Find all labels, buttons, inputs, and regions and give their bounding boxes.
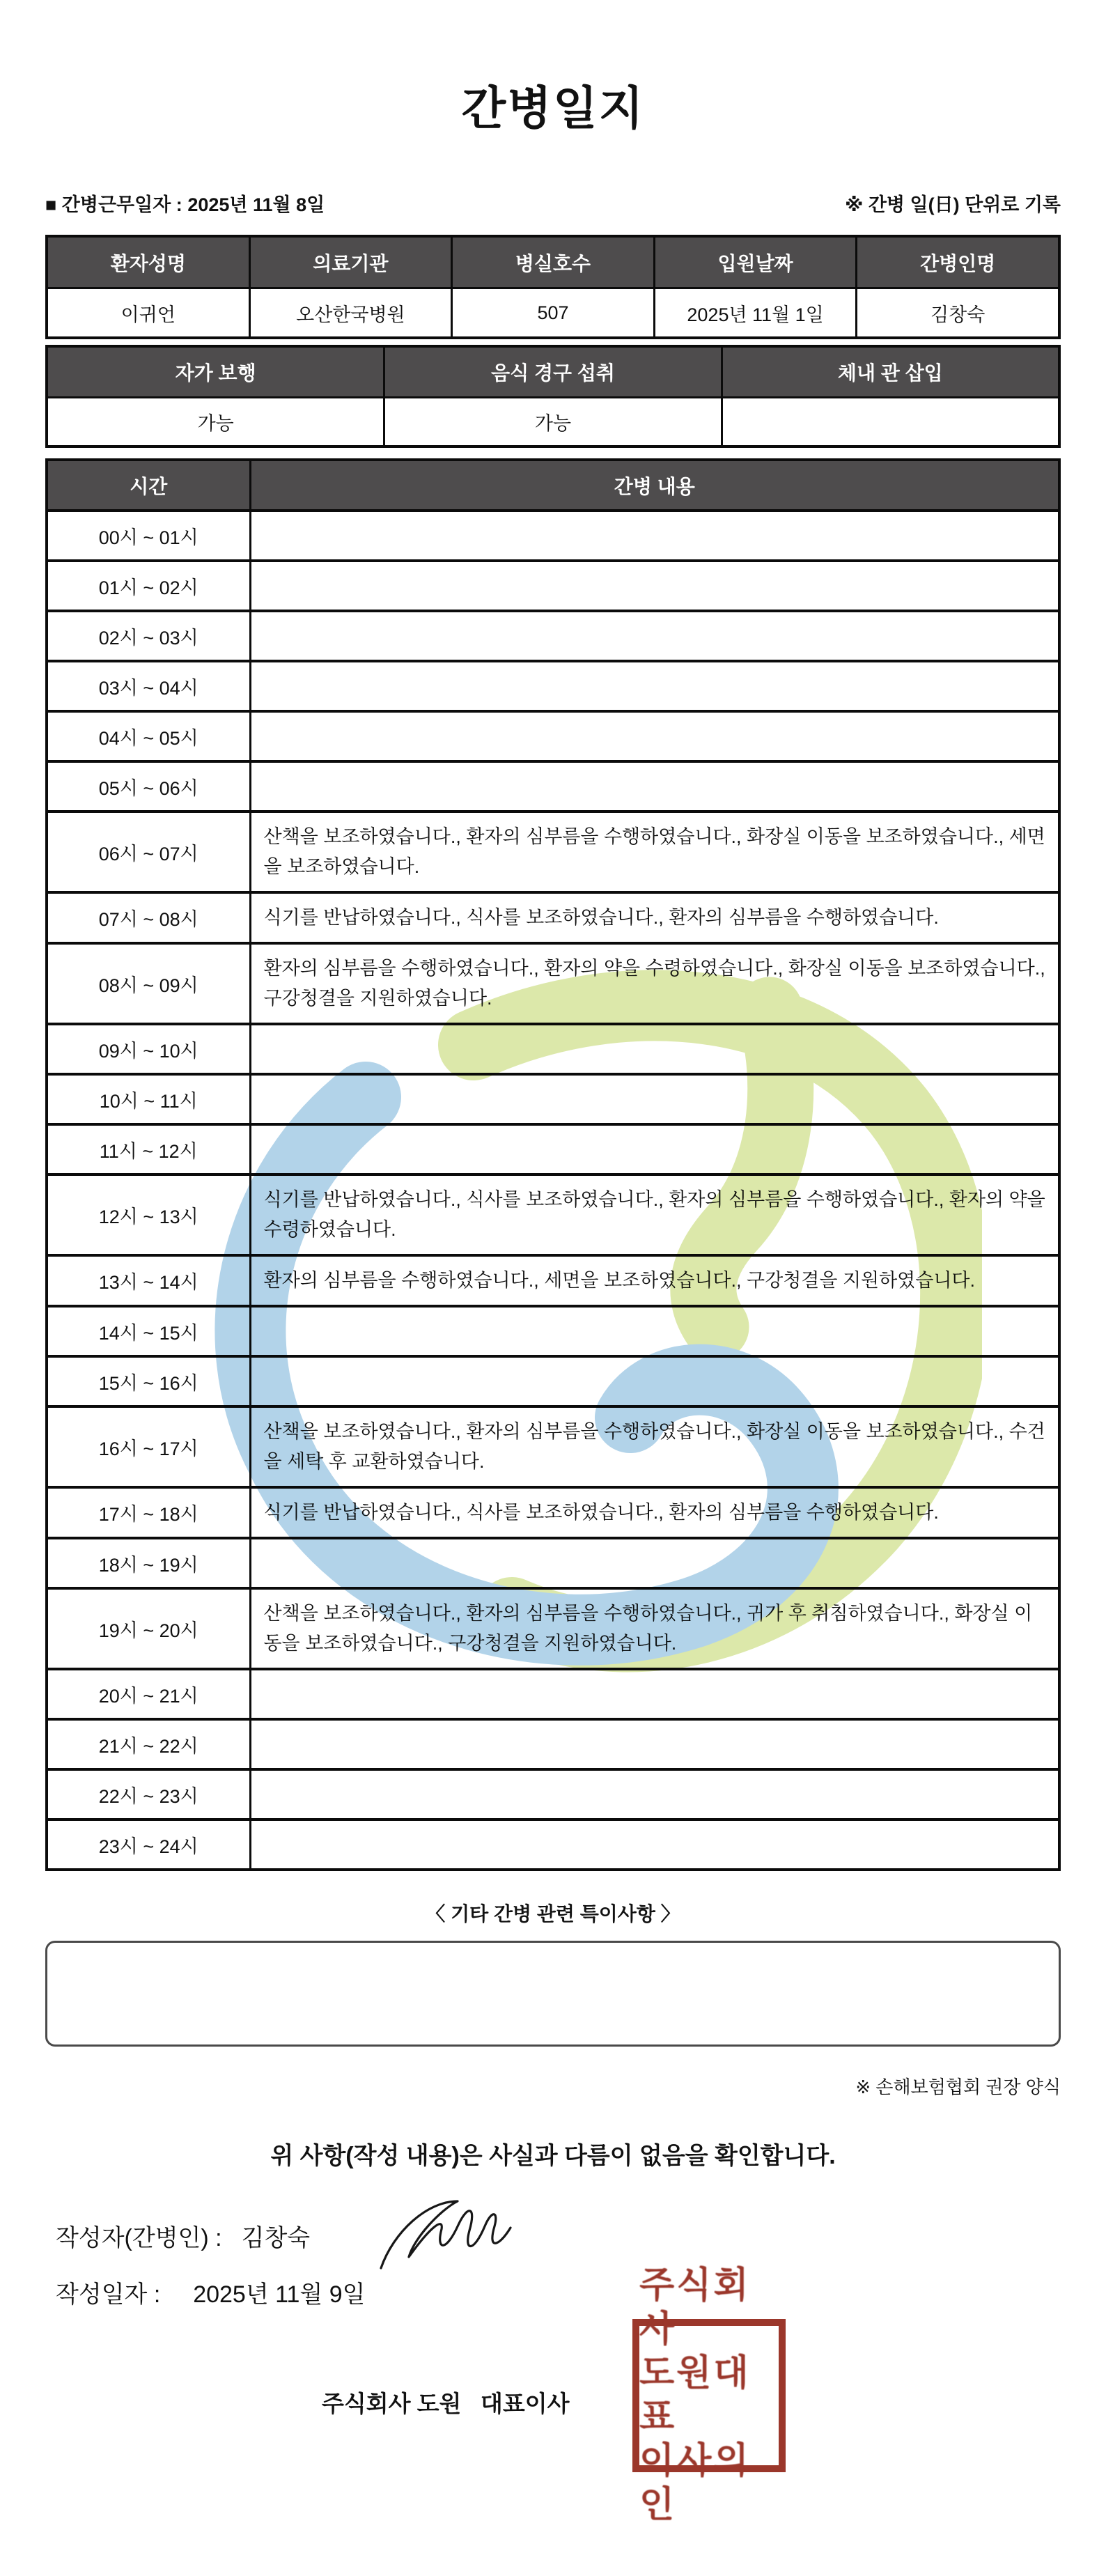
form-note: ※ 손해보험협회 권장 양식 [855,2077,1061,2097]
care-row [48,509,1058,559]
care-time-cell: 16시 ~ 17시 [48,1408,249,1486]
care-time-cell: 02시 ~ 03시 [48,612,249,660]
meta-row [45,189,1061,217]
care-row [48,760,1058,810]
care-row [48,1818,1058,1868]
status-value-cell [721,398,1058,445]
care-content-cell [249,1821,1058,1868]
care-time-cell: 12시 ~ 13시 [48,1176,249,1254]
care-time-cell: 04시 ~ 05시 [48,713,249,760]
patient-value-cell: 2025년 11월 1일 [653,289,856,336]
status-header-cell: 체내 관 삽입 [721,348,1058,396]
care-row [48,610,1058,660]
signature-icon [374,2190,520,2277]
care-content-cell [249,1076,1058,1123]
date-line [45,2275,1061,2309]
care-time-cell: 06시 ~ 07시 [48,813,249,891]
writer-name: 김창숙 [241,2224,311,2251]
care-content-cell [249,662,1058,710]
care-time-cell: 11시 ~ 12시 [48,1126,249,1173]
care-row [48,1254,1058,1305]
care-row [48,559,1058,610]
patient-value-cell: 이귀언 [48,289,249,336]
extra-notes-box [45,1941,1061,2047]
patient-header-cell: 병실호수 [451,238,653,287]
care-row [48,1718,1058,1768]
care-time-cell: 18시 ~ 19시 [48,1539,249,1587]
care-row [48,710,1058,760]
table-value-row [48,287,1058,336]
patient-header-cell: 간병인명 [855,238,1058,287]
extra-notes-title: 〈 기타 간병 관련 특이사항 〉 [426,1903,680,1925]
care-row [48,1486,1058,1537]
patient-header-cell: 환자성명 [48,238,249,287]
patient-header-cell: 입원날짜 [653,238,856,287]
care-row [48,942,1058,1023]
care-row [48,1537,1058,1587]
care-content-cell [249,512,1058,559]
care-row [48,1768,1058,1818]
care-row [48,1587,1058,1668]
care-time-cell: 07시 ~ 08시 [48,894,249,942]
care-row [48,1305,1058,1355]
work-date-line [45,189,325,217]
status-value-cell: 가능 [48,398,383,445]
work-date-value: 2025년 11월 8일 [187,194,325,215]
care-time-cell: 09시 ~ 10시 [48,1025,249,1073]
care-time-cell: 21시 ~ 22시 [48,1721,249,1768]
care-content-cell: 산책을 보조하였습니다., 환자의 심부름을 수행하였습니다., 화장실 이동을 보조하였습니다., 세면을 보조하였습니다. [249,813,1058,891]
care-row [48,810,1058,891]
care-content-cell [249,562,1058,610]
table-value-row [48,396,1058,445]
date-label: 작성일자 : [56,2281,161,2308]
patient-header-cell: 의료기관 [249,238,451,287]
writer-label: 작성자(간병인) : [56,2224,222,2251]
care-content-cell [249,1308,1058,1355]
care-content-cell: 환자의 심부름을 수행하였습니다., 환자의 약을 수령하였습니다., 화장실 이동을 보조하였습니다., 구강청결을 지원하였습니다. [249,945,1058,1023]
care-row [48,891,1058,942]
care-content-cell [249,1025,1058,1073]
care-time-cell: 13시 ~ 14시 [48,1257,249,1305]
care-header-row [48,461,1058,509]
care-row [48,1668,1058,1718]
care-content-cell [249,612,1058,660]
care-row [48,1123,1058,1173]
care-time-cell: 22시 ~ 23시 [48,1771,249,1818]
care-time-cell: 03시 ~ 04시 [48,662,249,710]
care-time-cell: 19시 ~ 20시 [48,1590,249,1668]
care-row [48,1073,1058,1123]
care-content-header: 간병 내용 [249,461,1058,509]
status-value-cell: 가능 [383,398,720,445]
patient-value-cell: 오산한국병원 [249,289,451,336]
care-content-cell [249,1721,1058,1768]
patient-info-table [45,235,1061,339]
care-time-cell: 23시 ~ 24시 [48,1821,249,1868]
care-content-cell: 산책을 보조하였습니다., 환자의 심부름을 수행하였습니다., 화장실 이동을 보조하였습니다., 수건을 세탁 후 교환하였습니다. [249,1408,1058,1486]
care-content-cell: 산책을 보조하였습니다., 환자의 심부름을 수행하였습니다., 귀가 후 취침하였습니다., 화장실 이동을 보조하였습니다., 구강청결을 지원하였습니다. [249,1590,1058,1668]
seal-text-row: 주식회사 [639,2266,751,2350]
care-time-cell: 00시 ~ 01시 [48,512,249,559]
work-date-label: ■ 간병근무일자 : [45,194,182,215]
care-time-cell: 10시 ~ 11시 [48,1076,249,1123]
care-content-cell: 환자의 심부름을 수행하였습니다., 세면을 보조하였습니다., 구강청결을 지원하였습니다. [249,1257,1058,1305]
table-header-row [48,238,1058,287]
care-time-cell: 14시 ~ 15시 [48,1308,249,1355]
care-time-cell: 20시 ~ 21시 [48,1670,249,1718]
care-content-cell [249,1670,1058,1718]
seal-text-row: 이사의인 [639,2442,751,2525]
care-content-cell [249,1771,1058,1818]
company-line: 주식회사 도원 대표이사 [322,2391,570,2416]
care-time-cell: 17시 ~ 18시 [48,1489,249,1537]
status-header-cell: 자가 보행 [48,348,383,396]
care-row [48,1355,1058,1405]
care-log-table [45,458,1061,1871]
confirmation-statement: 위 사항(작성 내용)은 사실과 다름이 없음을 확인합니다. [270,2143,836,2169]
patient-value-cell: 김창숙 [855,289,1058,336]
care-time-cell: 05시 ~ 06시 [48,763,249,810]
care-row [48,660,1058,710]
care-row [48,1023,1058,1073]
care-time-cell: 01시 ~ 02시 [48,562,249,610]
care-content-cell: 식기를 반납하였습니다., 식사를 보조하였습니다., 환자의 심부름을 수행하였습니다. [249,1489,1058,1537]
care-time-header: 시간 [48,461,249,509]
page-title: 간병일지 [461,82,645,134]
care-content-cell [249,1358,1058,1405]
date-value: 2025년 11월 9일 [193,2281,366,2308]
status-header-cell: 음식 경구 섭취 [383,348,720,396]
seal-text-row: 도원대표 [639,2354,751,2437]
care-row [48,1173,1058,1254]
care-content-cell [249,1539,1058,1587]
table-header-row [48,348,1058,396]
company-seal-stamp [632,2266,786,2525]
care-time-cell: 08시 ~ 09시 [48,945,249,1023]
care-time-cell: 15시 ~ 16시 [48,1358,249,1405]
unit-note: ※ 간병 일(日) 단위로 기록 [845,194,1061,215]
care-row [48,1405,1058,1486]
care-content-cell: 식기를 반납하였습니다., 식사를 보조하였습니다., 환자의 심부름을 수행하였습니다., 환자의 약을 수령하였습니다. [249,1176,1058,1254]
care-content-cell [249,1126,1058,1173]
writer-line [45,2205,1061,2265]
care-content-cell [249,713,1058,760]
patient-value-cell: 507 [451,289,653,336]
care-content-cell [249,763,1058,810]
care-content-cell: 식기를 반납하였습니다., 식사를 보조하였습니다., 환자의 심부름을 수행하였습니다. [249,894,1058,942]
patient-status-table [45,345,1061,448]
